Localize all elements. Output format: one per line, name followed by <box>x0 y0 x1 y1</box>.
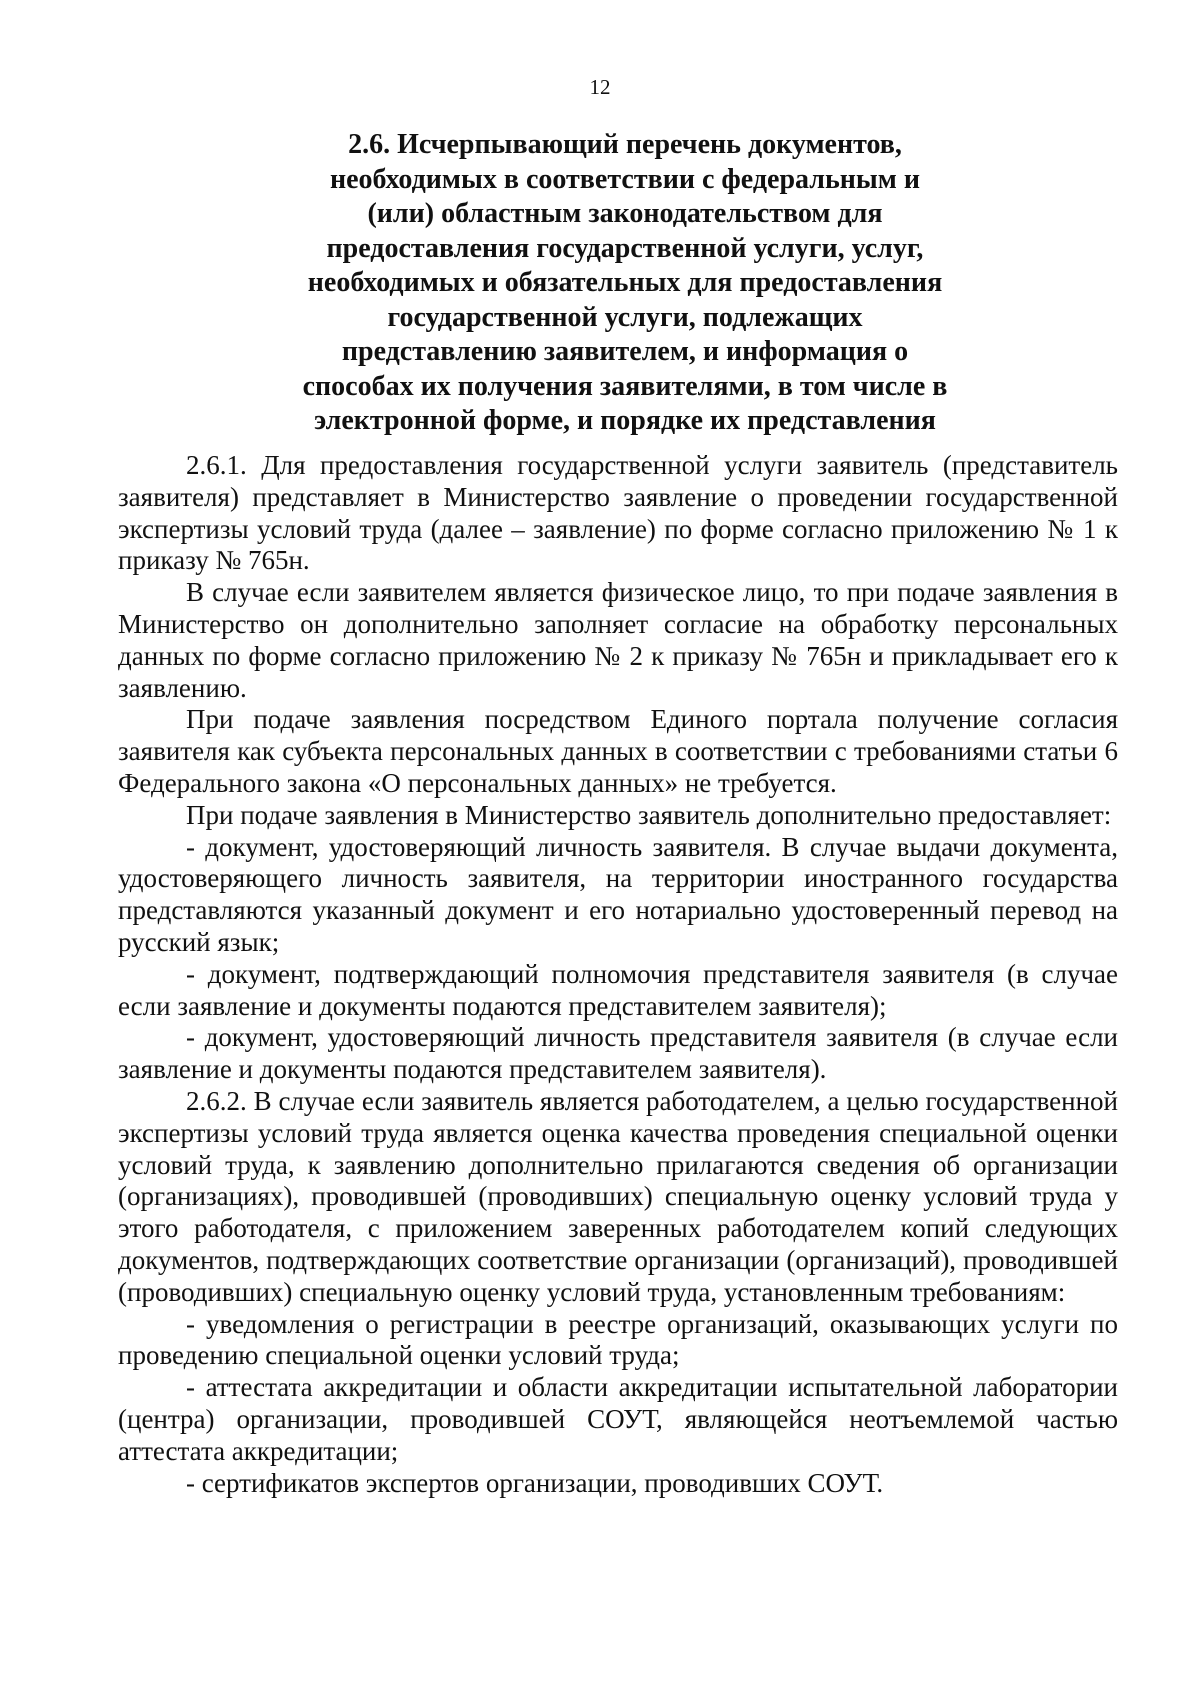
heading-line: необходимых и обязательных для предоставления <box>307 267 943 298</box>
paragraph-unified-portal: При подаче заявления посредством Единого портала получение согласия заявителя как субъекта персональных данных в соответствии с требованиями статьи 6 Федерального закона «О персональных данных» не требуется. <box>118 704 1118 798</box>
heading-line: способах их получения заявителями, в том числе в <box>302 370 948 402</box>
list-item-expert-certificates: - сертификатов экспертов организации, проводивших СОУТ. <box>186 1467 884 1498</box>
heading-line: электронной форме, и порядке их представления <box>314 405 936 436</box>
heading-line: представлению заявителем, и информация о <box>341 336 909 367</box>
list-item-representative-identity: - документ, удостоверяющий личность представителя заявителя (в случае если заявление и документы подаются представителем заявителя). <box>118 1022 1118 1085</box>
paragraph-additional-documents: При подаче заявления в Министерство заявитель дополнительно предоставляет: <box>186 799 1112 830</box>
heading-line: предоставления государственной услуги, услуг, <box>326 232 924 264</box>
paragraph-personal-data-consent: В случае если заявителем является физическое лицо, то при подаче заявления в Министерство он дополнительно заполняет согласие на обработку персональных данных по форме согласно приложению № 2 к приказу № 765н и прикладывает его к заявлению. <box>118 577 1118 703</box>
list-item-accreditation-certificate: - аттестата аккредитации и области аккредитации испытательной лаборатории (центра) организации, проводившей СОУТ, являющейся неотъемлемой частью аттестата аккредитации; <box>118 1372 1118 1466</box>
paragraph-2-6-2: 2.6.2. В случае если заявитель является работодателем, а целью государственной экспертизы условий труда является оценка качества проведения специальной оценки условий труда, к заявлению дополнительно прилагаются сведения об организации (организациях), проводившей (проводивших) специальную оценку условий труда у этого работодателя, с приложением заверенных работодателем копий следующих документов, подтверждающих соответствие организации (организаций), проводившей (проводивших) специальную оценку условий труда, установленным требованиям: <box>118 1085 1118 1307</box>
page-number: 12 <box>589 75 611 99</box>
document-body <box>118 450 1118 1499</box>
list-item-registry-notice: - уведомления о регистрации в реестре организаций, оказывающих услуги по проведению специальной оценки условий труда; <box>118 1308 1118 1371</box>
list-item-authority-document: - документ, подтверждающий полномочия представителя заявителя (в случае если заявление и документы подаются представителем заявителя); <box>118 958 1118 1021</box>
heading-line: необходимых в соответствии с федеральным и <box>330 163 920 195</box>
section-heading <box>235 128 1015 439</box>
list-item-identity-document: - документ, удостоверяющий личность заявителя. В случае выдачи документа, удостоверяющего личность заявителя, на территории иностранного государства представляются указанный документ и его нотариально удостоверенный перевод на русский язык; <box>118 831 1118 957</box>
paragraph-2-6-1: 2.6.1. Для предоставления государственной услуги заявитель (представитель заявителя) представляет в Министерство заявление о проведении государственной экспертизы условий труда (далее – заявление) по форме согласно приложению № 1 к приказу № 765н. <box>118 450 1118 576</box>
heading-line: государственной услуги, подлежащих <box>387 301 863 333</box>
heading-line: 2.6. Исчерпывающий перечень документов, <box>348 129 902 160</box>
heading-line: (или) областным законодательством для <box>367 198 883 229</box>
